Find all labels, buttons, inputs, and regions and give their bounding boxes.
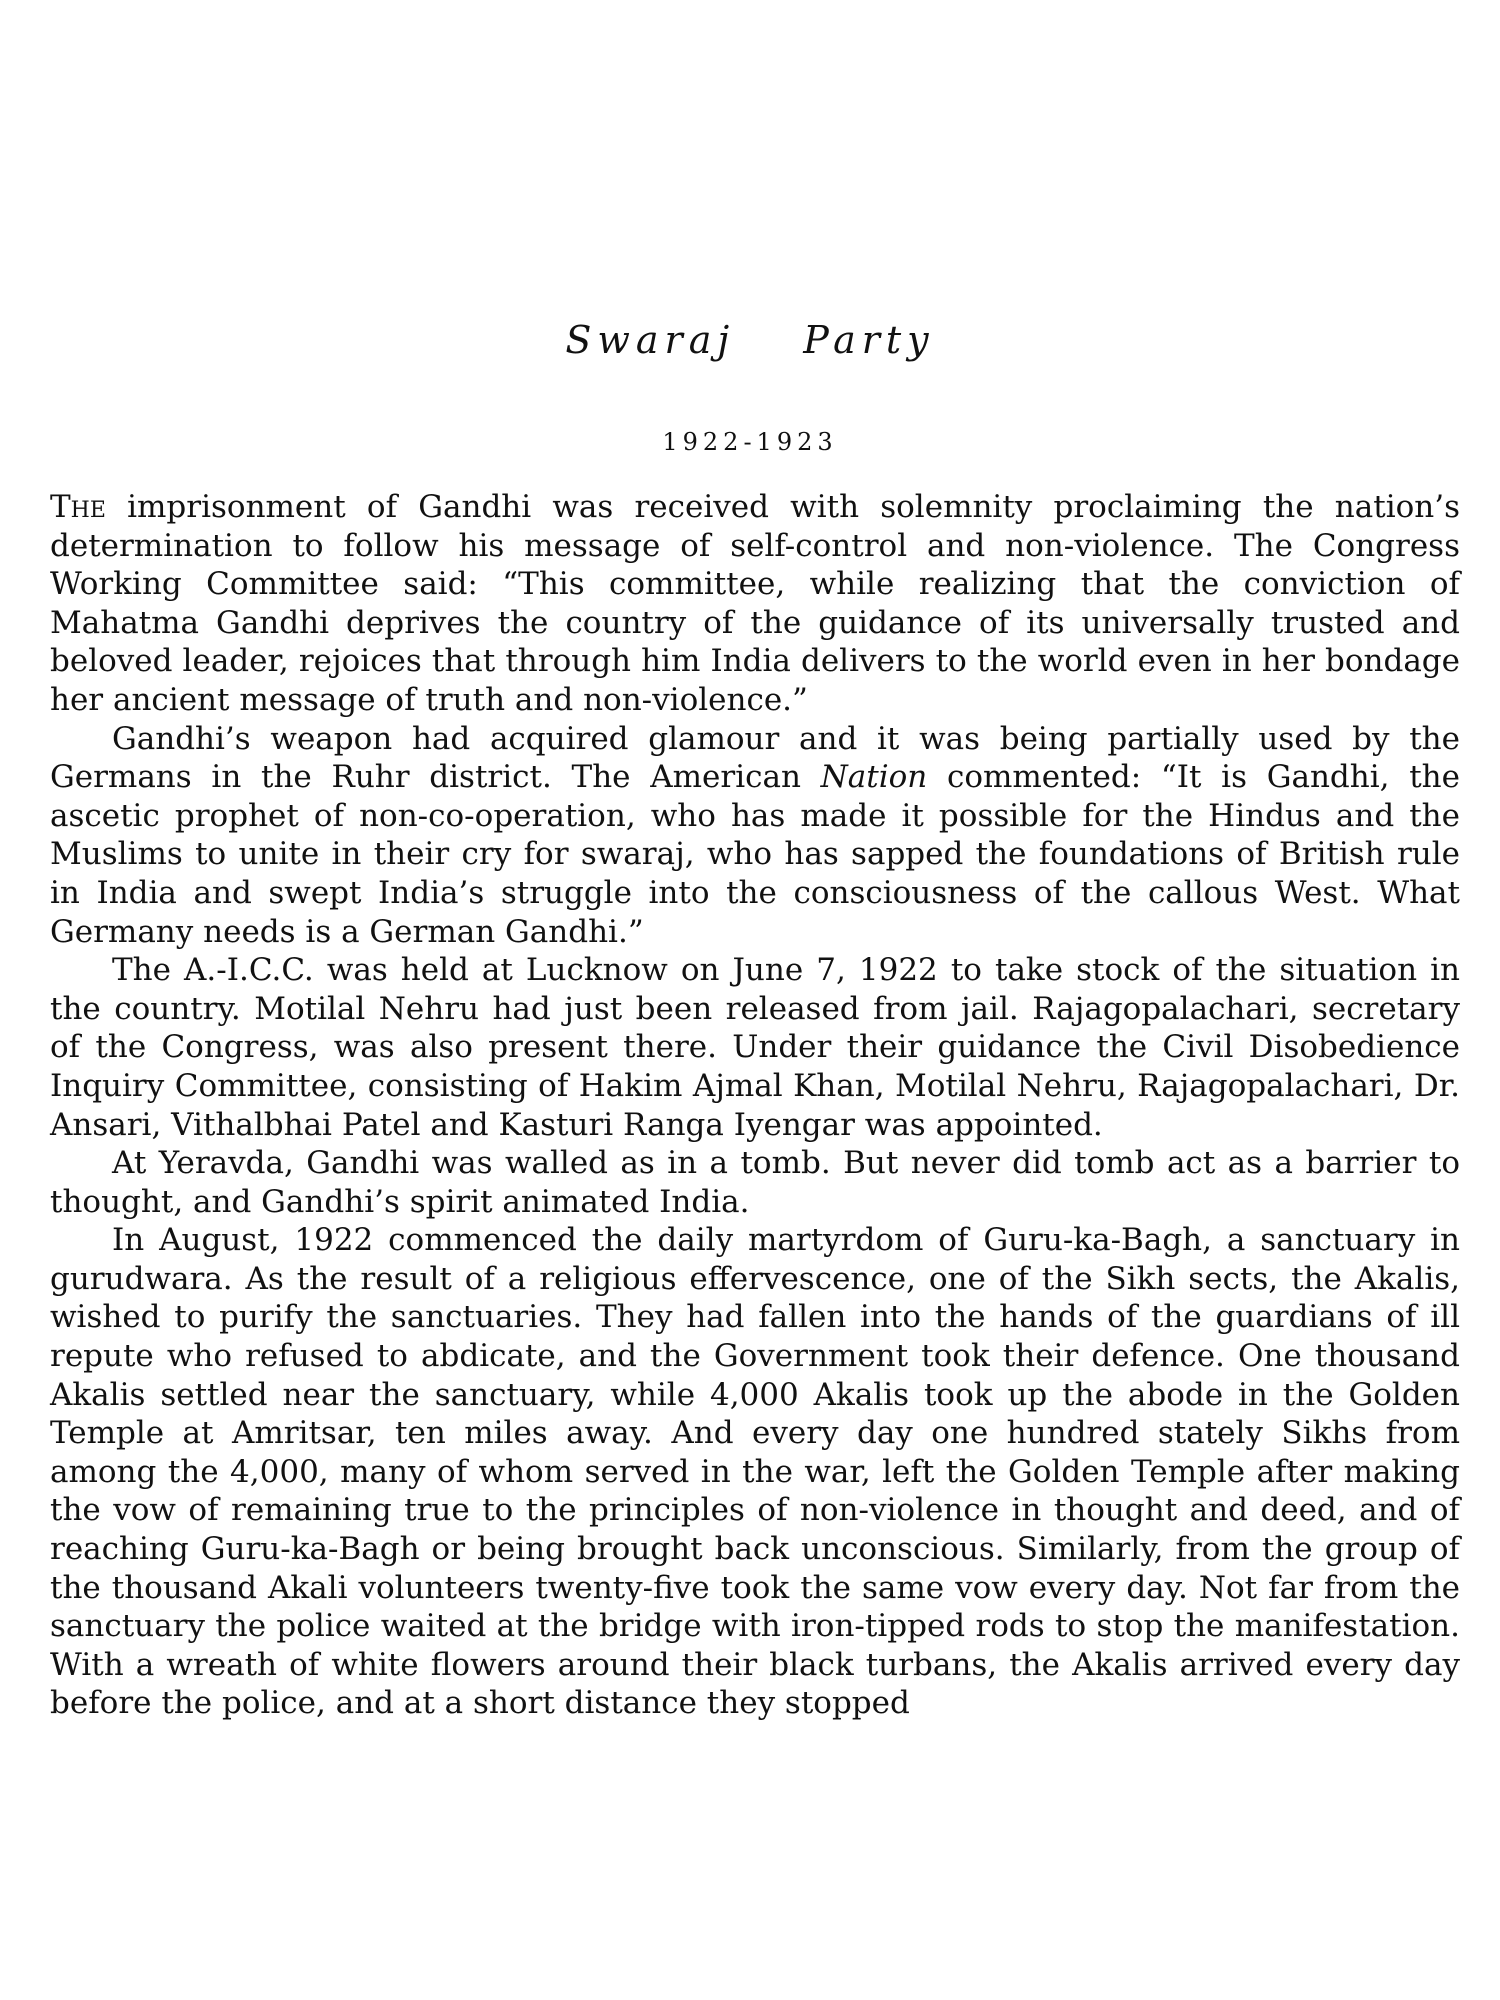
paragraph-1 — [50, 488, 1460, 720]
chapter-body — [50, 488, 1460, 1723]
paragraph-1-lead: The — [50, 489, 106, 525]
paragraph-2-after: commented: “It is Gandhi, the ascetic prophet of non-co-operation, who has made it possible for the Hindus and the Muslims to unite in their cry for swaraj, who has sapped the foundations of British rule in India and swept India’s struggle into the consciousness of the callous West. What Germany needs is a German Gandhi.” — [50, 759, 1460, 950]
paragraph-3: The A.-I.C.C. was held at Lucknow on June 7, 1922 to take stock of the situation in the country. Motilal Nehru had just been released from jail. Rajagopalachari, secretary of the Congress, was also present there. Under their guidance the Civil Disobedience Inquiry Committee, consisting of Hakim Ajmal Khan, Motilal Nehru, Rajagopalachari, Dr. Ansari, Vithalbhai Patel and Kasturi Ranga Iyengar was appointed. — [50, 952, 1460, 1143]
paragraph-2 — [50, 720, 1460, 952]
paragraph-1-text: imprisonment of Gandhi was received with solemnity proclaiming the nation’s determination to follow his message of self-control and non-violence. The Congress Working Committee said: “This committee, while realizing that the conviction of Mahatma Gandhi deprives the country of the guidance of its universally trusted and beloved leader, rejoices that through him India delivers to the world even in her bondage her ancient message of truth and non-violence.” — [50, 489, 1460, 718]
paragraph-4: At Yeravda, Gandhi was walled as in a tomb. But never did tomb act as a barrier to thought, and Gandhi’s spirit animated India. — [50, 1145, 1460, 1220]
chapter-title: Swaraj Party — [565, 318, 935, 362]
chapter-years: 1922-1923 — [662, 428, 838, 456]
paragraph-2-italic: Nation — [820, 759, 928, 796]
paragraph-2-before: Gandhi’s weapon had acquired glamour and it was being partially used by the Germans in the Ruhr district. The American — [50, 720, 1460, 796]
paragraph-5: In August, 1922 commenced the daily martyrdom of Guru-ka-Bagh, a sanctuary in gurudwara. As the result of a religious effervescence, one of the Sikh sects, the Akalis, wished to purify the sanctuaries. They had fallen into the hands of the guardians of ill repute who refused to abdicate, and the Government took their defence. One thousand Akalis settled near the sanctuary, while 4,000 Akalis took up the abode in the Golden Temple at Amritsar, ten miles away. And every day one hundred stately Sikhs from among the 4,000, many of whom served in the war, left the Golden Temple after making the vow of remaining true to the principles of non-violence in thought and deed, and of reaching Guru-ka-Bagh or being brought back unconscious. Similarly, from the group of the thousand Akali volunteers twenty-five took the same vow every day. Not far from the sanctuary the police waited at the bridge with iron-tipped rods to stop the manifestation. With a wreath of white flowers around their black turbans, the Akalis arrived every day before the police, and at a short distance they stopped — [50, 1222, 1460, 1722]
